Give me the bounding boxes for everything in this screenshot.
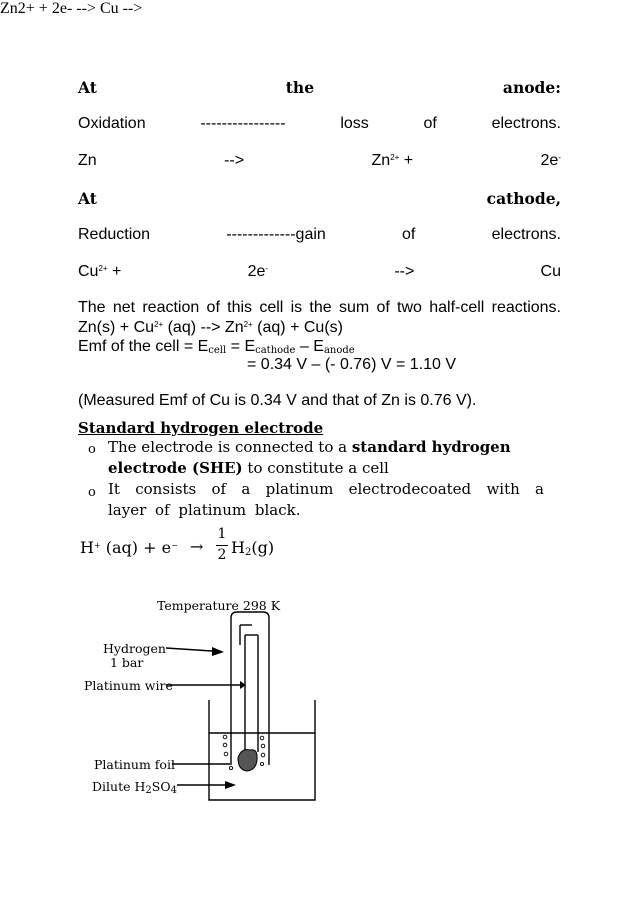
bullet-text: It consists of a platinum electrodecoated with a layer of platinum black. (108, 480, 544, 519)
fraction-denominator: 2 (217, 547, 227, 563)
measured-note: (Measured Emf of Cu is 0.34 V and that of Zn is 0.76 V). (78, 392, 477, 409)
bullet-marker: o (88, 485, 96, 500)
platinum-wire-label: Platinum wire (84, 678, 173, 693)
emf-value: = 0.34 V – (- 0.76) V = 1.10 V (247, 356, 457, 373)
eq-arrow: --> (224, 152, 245, 169)
cathode-heading-word: At (78, 189, 97, 208)
eq-term: 2e- (540, 152, 561, 169)
reduction-word: electrons. (491, 226, 561, 243)
oxidation-word: Oxidation (78, 115, 146, 132)
oxidation-word: electrons. (491, 115, 561, 132)
reduction-word: of (402, 226, 416, 243)
anode-heading-word: At (78, 78, 97, 97)
net-reaction-equation: $Zn(s) + Cu^{2+}$ (aq) --> $Zn^{2+}$ (aq) + Cu(s) (78, 319, 343, 336)
pressure-label: 1 bar (110, 655, 144, 670)
eq-term: Zn (78, 152, 97, 169)
equation-lhs: H+ (aq) + e− (80, 538, 178, 557)
hydrogen-pointer (166, 648, 212, 651)
net-reaction-sentence: The net reaction of this cell is the sum of two half-cell reactions. (78, 299, 561, 316)
oxidation-word: of (423, 115, 437, 132)
dilute-acid-label: Dilute $H_2SO_4$ (92, 779, 177, 796)
hydrogen-arrow (212, 647, 224, 656)
reduction-word: Reduction (78, 226, 151, 243)
emf-formula: Emf of the cell = $E_{cell} = E_{cathode} - E_{anode}$ (78, 338, 355, 356)
eq-term: Cu (540, 263, 561, 280)
eq-term: $Cu^{2+}$ + (78, 263, 122, 280)
hydrogen-label: Hydrogen (103, 641, 166, 656)
bullet-marker: o (88, 442, 96, 457)
oxidation-word: loss (340, 115, 369, 132)
equation-product: $H_2(g)$ (231, 538, 275, 558)
anode-heading-word: anode: (502, 78, 561, 97)
anode-heading-word: the (285, 78, 315, 97)
eq-term: 2e- (247, 263, 269, 280)
section-heading: Standard hydrogen electrode (78, 419, 324, 437)
eq-arrow: --> (394, 263, 415, 280)
fraction-numerator: 1 (217, 526, 227, 542)
platinum-foil-label: Platinum foil (94, 757, 175, 772)
reduction-dashes: -------------gain (226, 226, 326, 243)
eq-term: $Zn^{2+}$ + (371, 152, 414, 169)
temperature-label: Temperature 298 K (157, 598, 281, 613)
cathode-heading-word: cathode, (486, 189, 561, 208)
oxidation-dashes: ---------------- (200, 115, 286, 132)
bullet-text: The electrode is connected to a standard hydrogen electrode (SHE) to constitute a cell (108, 438, 511, 477)
acid-arrow (225, 781, 236, 789)
document-page: At the anode: Oxidation ---------------- loss of electrons. Zn2+ + 2e- --> Zn --> $Zn^{2+}$ + 2e- At cathode, Reduction -------------gain of electrons. Cu --> $Cu^{2+}$ + 2e- --> Cu The net reaction of this cell is the sum of two half-cell reactions. $Zn(s) + Cu^{2+}$ (aq) --> $Zn^{2+}$ (aq) + Cu(s) Emf of the cell = $E_{cell} = E_{cathode} - E_{anode}$ = 0.34 V – (- 0.76) V = 1.10 V (Measured Emf of Cu is 0.34 V and that of Zn is 0.76 V). Standard hydrogen electrode o The electrode is connected to a standard hydrogen electrode (SHE) to constitute a cell o It consists of a platinum electrodecoated with a layer of platinum black. H+ (aq) + e− → 1 2 $H_2(g)$ Temperature 298 K Hydrogen 1 bar Platinum wire Platinum foil Dilute $H_2SO_4$ (0, 0, 638, 902)
platinum-foil (238, 750, 257, 771)
reaction-arrow: → (190, 537, 204, 556)
